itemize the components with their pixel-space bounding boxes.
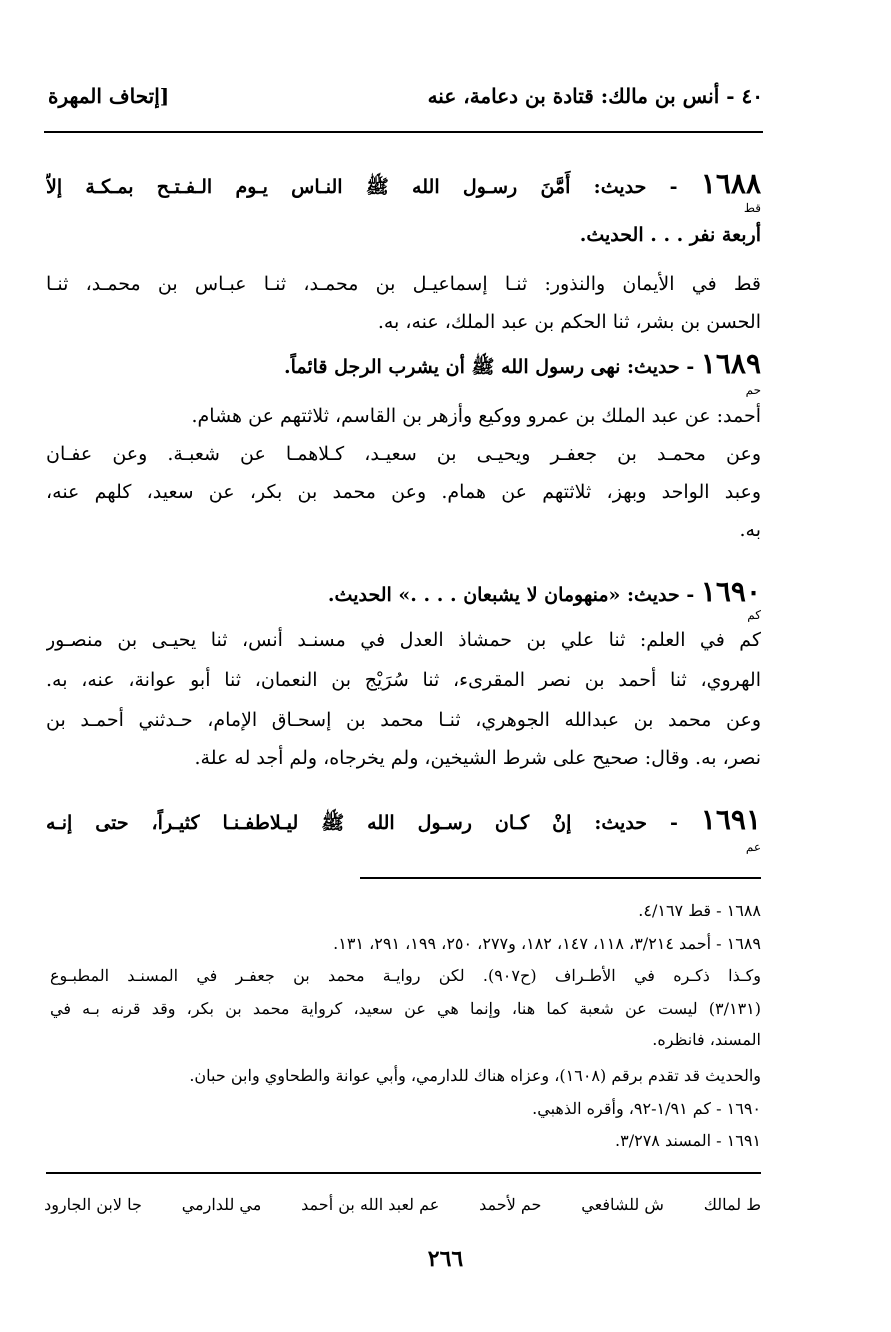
footnote-line: وكـذا ذكـره في الأطـراف (ح٩٠٧). لكن روايـة محمد بن جعفـر في المسنـد المطبـوع bbox=[50, 966, 761, 985]
running-header-title: ٤٠ - أنس بن مالك: قتادة بن دعامة، عنه bbox=[427, 84, 763, 108]
legend-item: ط لمالك bbox=[703, 1195, 761, 1214]
legend-item: حم لأحمد bbox=[479, 1195, 542, 1214]
footnote-line: ١٦٨٨ - قط ٤/١٦٧. bbox=[638, 901, 761, 920]
footnote-line: المسند، فانظره. bbox=[652, 1030, 761, 1049]
hadith-siglum: قط bbox=[743, 201, 761, 215]
source-1690-line-2: الهروي، ثنا أحمد بن نصر المقرىء، ثنا سُرَيْج بن النعمان، ثنا أبو عوانة، عنه، به. bbox=[46, 669, 761, 691]
source-1690-line-1: كم في العلم: ثنا علي بن حمشاذ العدل في مسنـد أنس، ثنا يحيـى بن منصـور bbox=[46, 629, 761, 651]
hadith-1690-line-1: ١٦٩٠ - حديث: «منهومان لا يشبعان . . . .» الحديث. bbox=[46, 578, 761, 609]
source-1689-line-1: أحمد: عن عبد الملك بن عمرو ووكيع وأزهر بن القاسم، ثلاثتهم عن هشام. bbox=[191, 405, 761, 427]
source-1689-line-2: وعن محمـد بن جعفـر ويحيـى بن سعيـد، كـلاهمـا عن شعبـة. وعن عفـان bbox=[46, 443, 761, 465]
sigla-legend bbox=[44, 1195, 761, 1214]
source-1690-line-3: وعن محمد بن عبدالله الجوهري، ثنـا محمد بن إسحـاق الإمام، حـدثني أحمـد بن bbox=[46, 709, 761, 731]
hadith-number: ١٦٩١ bbox=[700, 806, 761, 836]
footnote-line: ١٦٩١ - المسند ٣/٢٧٨. bbox=[615, 1131, 761, 1150]
hadith-1689-line-1: ١٦٨٩ - حديث: نهى رسول الله ﷺ أن يشرب الرجل قائماً. bbox=[46, 350, 761, 381]
hadith-1691-line-1: ١٦٩١ - حديث: إنْ كـان رسـول الله ﷺ ليـلاطفـنـا كثيـراً، حتى إنـه bbox=[46, 806, 761, 837]
legend-item: عم لعبد الله بن أحمد bbox=[301, 1195, 440, 1214]
source-1689-line-4: به. bbox=[739, 519, 761, 541]
hadith-number: ١٦٩٠ bbox=[700, 578, 761, 608]
footnote-line: ١٦٩٠ - كم ١/٩١-٩٢، وأقره الذهبي. bbox=[532, 1099, 761, 1118]
hadith-siglum: حم bbox=[745, 383, 761, 397]
footnote-line: والحديث قد تقدم برقم (١٦٠٨)، وعزاه هناك للدارمي، وأبي عوانة والطحاوي وابن حبان. bbox=[189, 1066, 761, 1085]
hadith-number: ١٦٨٨ bbox=[700, 170, 761, 200]
legend-item: مي للدارمي bbox=[181, 1195, 262, 1214]
source-1688-line-2: الحسن بن بشر، ثنا الحكم بن عبد الملك، عنه، به. bbox=[377, 311, 761, 333]
footnote-rule bbox=[360, 877, 761, 879]
source-1689-line-3: وعبد الواحد وبهز، ثلاثتهم عن همام. وعن محمد بن بكر، عن سعيد، كلهم عنه، bbox=[46, 481, 761, 503]
hadith-number: ١٦٨٩ bbox=[700, 350, 761, 380]
legend-item: جا لابن الجارود bbox=[44, 1195, 142, 1214]
hadith-siglum: عم bbox=[745, 840, 761, 854]
hadith-1688-line-2: أربعة نفر . . . الحديث. bbox=[579, 224, 761, 246]
header-rule bbox=[44, 131, 763, 133]
footnote-line: ١٦٨٩ - أحمد ٣/٢١٤، ١١٨، ١٤٧، ١٨٢، و٢٧٧، ٢٥٠، ١٩٩، ٢٩١، ١٣١. bbox=[333, 934, 761, 953]
hadith-siglum: كم bbox=[747, 608, 761, 622]
running-header-book: [إتحاف المهرة bbox=[48, 84, 170, 108]
page-number: ٢٦٦ bbox=[427, 1246, 464, 1272]
source-1688-line-1: قط في الأيمان والنذور: ثنـا إسماعيـل بن محمـد، ثنـا عبـاس بن محمـد، ثنـا bbox=[46, 273, 761, 295]
legend-item: ش للشافعي bbox=[581, 1195, 664, 1214]
source-1690-line-4: نصر، به. وقال: صحيح على شرط الشيخين، ولم يخرجاه، ولم أجد له علة. bbox=[194, 747, 761, 769]
legend-rule bbox=[46, 1172, 761, 1174]
footnote-line: (٣/١٣١) ليست عن شعبة كما هنا، وإنما هي عن سعيد، كرواية محمد بن بكر، وقد قرنه بـه في bbox=[50, 999, 761, 1018]
hadith-1688-line-1: ١٦٨٨ - حديث: أَمَّنَ رسـول الله ﷺ النـاس يـوم الـفـتـح بمـكـة إلاّ bbox=[46, 170, 761, 201]
